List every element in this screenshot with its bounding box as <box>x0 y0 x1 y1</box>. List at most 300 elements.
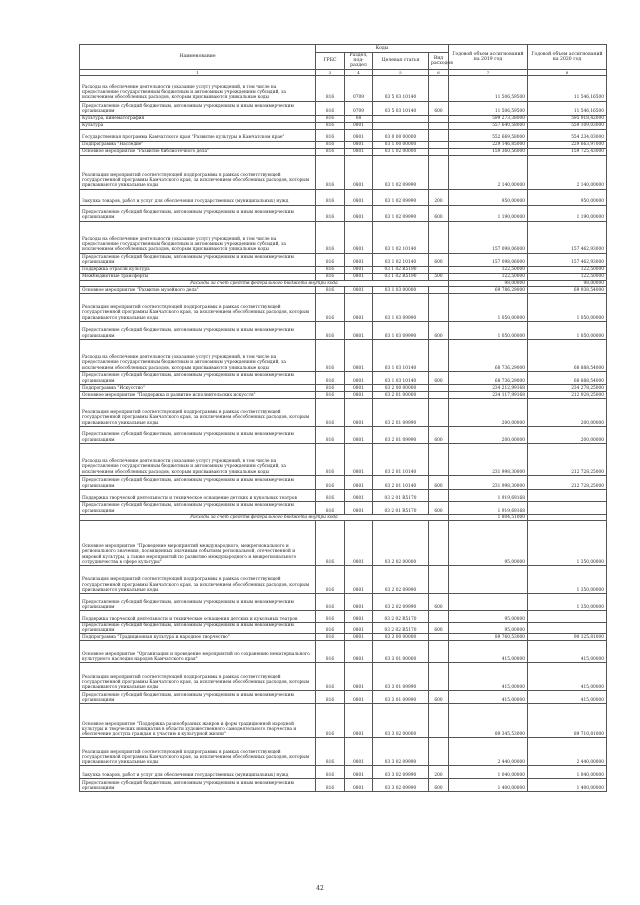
vid-code: 600 <box>429 594 449 611</box>
amount-2019: 1 050,00000 <box>449 321 528 339</box>
amount-2019: 157 098,06000 <box>449 221 528 253</box>
amount-2020: 1 040,00000 <box>528 766 607 779</box>
grbs-code: 816 <box>316 766 345 779</box>
amount-2019: 557 640,58000 <box>449 122 528 129</box>
grbs-code: 816 <box>316 141 345 148</box>
amount-2020 <box>528 623 607 634</box>
note-text: Расходы за счет средств федерального бюджета внутри кода <box>80 514 449 520</box>
table-row <box>80 122 607 129</box>
row-name: Закупка товаров, работ и услуг для обеспечения государственных (муниципальных) нужд <box>80 766 316 779</box>
vid-code <box>429 122 449 129</box>
razdel-code: 0801 <box>345 641 373 663</box>
table-row <box>80 266 607 273</box>
amount-2020: 90 125,81000 <box>528 634 607 641</box>
razdel-code: 0801 <box>345 339 373 371</box>
razdel-code: 0801 <box>345 779 373 792</box>
vid-code: 600 <box>429 779 449 792</box>
vid-code: 600 <box>429 426 449 443</box>
table-row <box>80 253 607 266</box>
amount-2020: 159 725,43000 <box>528 148 607 155</box>
vid-code <box>429 286 449 293</box>
table-row <box>80 623 607 634</box>
amount-2020: 415,00000 <box>528 641 607 663</box>
razdel-code: 0801 <box>345 129 373 141</box>
amount-2019: 415,00000 <box>449 663 528 691</box>
row-name: Расходы на обеспечение деятельности (оказание услуг) учреждений, в том числе на предоставление государственным бюджетным и автономным учреждениям субсидий, за исключением обособленных расходов, которым присваиваются уникальные коды <box>80 443 316 475</box>
amount-2019: 68 736,29000 <box>449 339 528 371</box>
amount-2020: 157 462,93000 <box>528 253 607 266</box>
amount-2020: 98,00000 <box>528 280 607 286</box>
vid-code: 200 <box>429 766 449 779</box>
table-row <box>80 634 607 641</box>
header-grbs: ГРБС <box>316 53 345 70</box>
razdel-code: 0801 <box>345 371 373 384</box>
amount-2020: 1 050,00000 <box>528 293 607 321</box>
razdel-code: 0801 <box>345 426 373 443</box>
target-code: 03 2 01 09990 <box>373 426 429 443</box>
table-row <box>80 501 607 514</box>
grbs-code: 816 <box>316 426 345 443</box>
vid-code: 600 <box>429 623 449 634</box>
amount-2019: 2 440,00000 <box>449 738 528 766</box>
razdel-code: 0801 <box>345 286 373 293</box>
razdel-code: 0801 <box>345 384 373 391</box>
table-row <box>80 641 607 663</box>
vid-code <box>429 738 449 766</box>
grbs-code: 816 <box>316 371 345 384</box>
razdel-code: 0801 <box>345 634 373 641</box>
target-code: 03 2 01 09990 <box>373 398 429 426</box>
target-code: 03 2 01 00000 <box>373 391 429 398</box>
amount-2019: 950,00000 <box>449 189 528 205</box>
table-row <box>80 443 607 475</box>
razdel-code: 0801 <box>345 398 373 426</box>
amount-2020: 200,00000 <box>528 426 607 443</box>
amount-2019: 95,00000 <box>449 623 528 634</box>
target-code: 03 3 02 00000 <box>373 704 429 738</box>
vid-code: 600 <box>429 253 449 266</box>
razdel-code: 0801 <box>345 221 373 253</box>
table-row <box>80 148 607 155</box>
row-name: Предоставление субсидий бюджетным, автономным учреждениям и иным некоммерческим организациям <box>80 623 316 634</box>
grbs-code: 816 <box>316 321 345 339</box>
table-row <box>80 221 607 253</box>
target-code <box>373 122 429 129</box>
amount-2020: 2 140,00000 <box>528 155 607 189</box>
amount-2019: 1 919,69168 <box>449 489 528 501</box>
target-code: 03 3 01 09990 <box>373 691 429 704</box>
grbs-code: 816 <box>316 339 345 371</box>
amount-2019: 95,00000 <box>449 521 528 566</box>
target-code: 03 2 01 10140 <box>373 475 429 489</box>
amount-2020: 554 234,03000 <box>528 129 607 141</box>
grbs-code: 816 <box>316 286 345 293</box>
amount-2019: 234 212,99168 <box>449 384 528 391</box>
amount-2019: 11 506,59500 <box>449 75 528 101</box>
target-code: 03 1 03 10140 <box>373 339 429 371</box>
target-code: 03 1 00 00000 <box>373 141 429 148</box>
amount-2020: 559 109,03000 <box>528 122 607 129</box>
table-row <box>80 566 607 594</box>
grbs-code: 816 <box>316 293 345 321</box>
grbs-code: 816 <box>316 115 345 122</box>
razdel-code: 0801 <box>345 738 373 766</box>
colnum: 7 <box>449 69 528 75</box>
vid-code: 600 <box>429 691 449 704</box>
table-row <box>80 384 607 391</box>
target-code: 03 1 02 10140 <box>373 253 429 266</box>
table-row <box>80 273 607 280</box>
row-name: Предоставление субсидий бюджетным, автономным учреждениям и иным некоммерческим организациям <box>80 371 316 384</box>
vid-code <box>429 398 449 426</box>
grbs-code: 816 <box>316 391 345 398</box>
razdel-code: 0801 <box>345 293 373 321</box>
grbs-code: 816 <box>316 691 345 704</box>
razdel-code: 0801 <box>345 266 373 273</box>
amount-2019: 552 669,58000 <box>449 129 528 141</box>
amount-2020 <box>528 501 607 514</box>
row-name: Основное мероприятие "Поддержка и развитие исполнительских искусств" <box>80 391 316 398</box>
grbs-code: 816 <box>316 266 345 273</box>
amount-2020 <box>528 611 607 623</box>
row-name: Основное мероприятие "Развитие музейного дела" <box>80 286 316 293</box>
row-name: Реализация мероприятий соответствующей подпрограммы в рамках соответствующей государственной программы Камчатского края, за исключением обособленных расходов, которым присваиваются уникальные коды <box>80 663 316 691</box>
colnum: 6 <box>429 69 449 75</box>
amount-2020: 11 546,16500 <box>528 75 607 101</box>
target-code: 03 0 00 00000 <box>373 129 429 141</box>
amount-2019 <box>449 566 528 594</box>
amount-2019: 122,50000 <box>449 273 528 280</box>
razdel-code: 0801 <box>345 766 373 779</box>
grbs-code: 816 <box>316 253 345 266</box>
table-row <box>80 371 607 384</box>
table-row <box>80 339 607 371</box>
row-name: Основное мероприятие "Проведение мероприятий международного, межрегионального и регионального значения, посвященных значимым событиям региональной, отечественной и мировой культуры, а также мероприятий по развитию международного и межрегионального сотрудничества в сфере культуры" <box>80 521 316 566</box>
table-row <box>80 75 607 101</box>
amount-2020: 157 462,93000 <box>528 221 607 253</box>
vid-code <box>429 293 449 321</box>
grbs-code: 816 <box>316 101 345 115</box>
amount-2019: 89 345,53000 <box>449 704 528 738</box>
table-row <box>80 611 607 623</box>
razdel-code: 0801 <box>345 704 373 738</box>
row-name: Предоставление субсидий бюджетным, автономным учреждениям и иным некоммерческим организациям <box>80 426 316 443</box>
razdel-code: 0801 <box>345 611 373 623</box>
target-code: 03 2 01 R5170 <box>373 501 429 514</box>
table-row <box>80 141 607 148</box>
table-row <box>80 766 607 779</box>
amount-2020: 122,50000 <box>528 266 607 273</box>
razdel-code: 0801 <box>345 501 373 514</box>
target-code: 03 1 02 09990 <box>373 155 429 189</box>
amount-2020 <box>528 489 607 501</box>
grbs-code: 816 <box>316 779 345 792</box>
row-name: Реализация мероприятий соответствующей подпрограммы в рамках соответствующей государственной программы Камчатского края, за исключением обособленных расходов, которым присваиваются уникальные коды <box>80 293 316 321</box>
amount-2019: 98,00000 <box>449 280 528 286</box>
vid-code <box>429 443 449 475</box>
row-name: Предоставление субсидий бюджетным, автономным учреждениям и иным некоммерческим организациям <box>80 253 316 266</box>
razdel-code: 08 <box>345 115 373 122</box>
vid-code: 200 <box>429 189 449 205</box>
amount-2020: 1 190,00000 <box>528 205 607 221</box>
row-name: Поддержка отрасли культура <box>80 266 316 273</box>
amount-2019: 415,00000 <box>449 691 528 704</box>
grbs-code: 816 <box>316 704 345 738</box>
vid-code: 600 <box>429 321 449 339</box>
budget-table <box>79 44 607 792</box>
header-codes: Коды <box>316 45 449 53</box>
table-row <box>80 189 607 205</box>
razdel-code: 0801 <box>345 122 373 129</box>
header-sum-2019: Годовой объем ассигнований на 2019 год <box>449 45 528 70</box>
amount-2020: 68 888,54000 <box>528 371 607 384</box>
row-name: Реализация мероприятий соответствующей подпрограммы в рамках соответствующей государственной программы Камчатского края, за исключением обособленных расходов, которым присваиваются уникальные коды <box>80 566 316 594</box>
amount-2019: 599 273,38000 <box>449 115 528 122</box>
target-code: 03 2 02 09990 <box>373 594 429 611</box>
header-razdel: Раздел, под-раздел <box>345 53 373 70</box>
table-row <box>80 293 607 321</box>
grbs-code: 816 <box>316 189 345 205</box>
table-row <box>80 704 607 738</box>
row-name: Расходы на обеспечение деятельности (оказание услуг) учреждений, в том числе на предоставление государственным бюджетным и автономным учреждениям субсидий, за исключением обособленных расходов, которым присваиваются уникальные коды <box>80 75 316 101</box>
amount-2019: 415,00000 <box>449 641 528 663</box>
grbs-code: 816 <box>316 221 345 253</box>
vid-code <box>429 75 449 101</box>
vid-code: 600 <box>429 501 449 514</box>
target-code: 03 1 02 R5190 <box>373 266 429 273</box>
table-row <box>80 129 607 141</box>
row-name: Подпрограмма "Наследие" <box>80 141 316 148</box>
amount-2019: 1 050,00000 <box>449 293 528 321</box>
vid-code <box>429 566 449 594</box>
razdel-code: 0801 <box>345 691 373 704</box>
target-code: 03 3 01 09990 <box>373 663 429 691</box>
razdel-code: 0801 <box>345 594 373 611</box>
vid-code: 600 <box>429 101 449 115</box>
amount-2019: 200,00000 <box>449 398 528 426</box>
row-name: Поддержка творческой деятельности и техническое оснащение детских и кукольных театров <box>80 489 316 501</box>
razdel-code: 0801 <box>345 141 373 148</box>
vid-code <box>429 663 449 691</box>
razdel-code: 0801 <box>345 566 373 594</box>
table-row <box>80 691 607 704</box>
amount-2019: 1 400,00000 <box>449 779 528 792</box>
colnum: 3 <box>316 69 345 75</box>
amount-2020: 950,00000 <box>528 189 607 205</box>
target-code: 03 2 02 00000 <box>373 521 429 566</box>
target-code: 03 1 02 R5190 <box>373 273 429 280</box>
target-code: 03 2 01 10140 <box>373 443 429 475</box>
row-name: Основное мероприятие "Развитие библиотечного дела" <box>80 148 316 155</box>
colnum: 8 <box>528 69 607 75</box>
amount-2020: 212 928,25000 <box>528 391 607 398</box>
grbs-code: 816 <box>316 641 345 663</box>
table-row <box>80 738 607 766</box>
row-name: Предоставление субсидий бюджетным, автономным учреждениям и иным некоммерческим организациям <box>80 205 316 221</box>
vid-code <box>429 634 449 641</box>
table-row <box>80 101 607 115</box>
amount-2020: 11 546,16500 <box>528 101 607 115</box>
page-number: 42 <box>316 885 324 892</box>
target-code: 03 1 03 00000 <box>373 286 429 293</box>
grbs-code: 816 <box>316 384 345 391</box>
row-name: Реализация мероприятий соответствующей подпрограммы в рамках соответствующей государственной программы Камчатского края, за исключением обособленных расходов, которым присваиваются уникальные коды <box>80 738 316 766</box>
target-code: 03 2 02 R5170 <box>373 623 429 634</box>
vid-code <box>429 148 449 155</box>
grbs-code: 816 <box>316 623 345 634</box>
target-code: 03 3 02 09990 <box>373 766 429 779</box>
colnum: 1 <box>80 69 316 75</box>
amount-2019: 69 786,29000 <box>449 286 528 293</box>
row-name: Государственная программа Камчатского края "Развитие культуры в Камчатском крае" <box>80 129 316 141</box>
razdel-code: 0801 <box>345 663 373 691</box>
grbs-code: 816 <box>316 148 345 155</box>
razdel-code: 0801 <box>345 475 373 489</box>
target-code: 03 2 00 00000 <box>373 384 429 391</box>
grbs-code: 816 <box>316 521 345 566</box>
target-code: 03 1 02 10140 <box>373 221 429 253</box>
vid-code <box>429 115 449 122</box>
amount-2019: 11 506,59500 <box>449 101 528 115</box>
amount-2020: 415,00000 <box>528 691 607 704</box>
row-name: Предоставление субсидий бюджетным, автономным учреждениям и иным некоммерческим организациям <box>80 101 316 115</box>
razdel-code: 0801 <box>345 148 373 155</box>
target-code: 03 5 03 10140 <box>373 101 429 115</box>
target-code: 03 5 03 10140 <box>373 75 429 101</box>
razdel-code: 0801 <box>345 443 373 475</box>
amount-2019 <box>449 594 528 611</box>
target-code <box>373 115 429 122</box>
target-code: 03 1 02 09990 <box>373 189 429 205</box>
amount-2020: 1 350,00000 <box>528 566 607 594</box>
vid-code <box>429 611 449 623</box>
grbs-code: 816 <box>316 663 345 691</box>
target-code: 03 3 02 09990 <box>373 738 429 766</box>
note-text: Расходы за счет средств федерального бюджета внутри кода <box>80 280 449 286</box>
amount-2020: 200,00000 <box>528 398 607 426</box>
grbs-code: 816 <box>316 129 345 141</box>
razdel-code: 0801 <box>345 253 373 266</box>
target-code: 03 2 02 R5170 <box>373 611 429 623</box>
razdel-code: 0801 <box>345 273 373 280</box>
grbs-code: 816 <box>316 155 345 189</box>
amount-2020: 89 710,81000 <box>528 704 607 738</box>
table-row <box>80 779 607 792</box>
razdel-code: 0801 <box>345 623 373 634</box>
row-name: Предоставление субсидий бюджетным, автономным учреждениям и иным некоммерческим организациям <box>80 779 316 792</box>
table-row <box>80 321 607 339</box>
target-code: 03 1 03 10140 <box>373 371 429 384</box>
amount-2020: 595 918,42000 <box>528 115 607 122</box>
row-name: Реализация мероприятий соответствующей подпрограммы в рамках соответствующей государственной программы Камчатского края, за исключением обособленных расходов, которым присваиваются уникальные коды <box>80 155 316 189</box>
vid-code <box>429 384 449 391</box>
grbs-code: 816 <box>316 273 345 280</box>
grbs-code: 816 <box>316 501 345 514</box>
amount-2019: 122,50000 <box>449 266 528 273</box>
row-name: Предоставление субсидий бюджетным, автономным учреждениям и иным некоммерческим организациям <box>80 321 316 339</box>
razdel-code: 0709 <box>345 75 373 101</box>
table-row <box>80 155 607 189</box>
razdel-code: 0801 <box>345 489 373 501</box>
header-vid: Вид расходов <box>429 53 449 70</box>
row-name: Реализация мероприятий соответствующей подпрограммы в рамках соответствующей государственной программы Камчатского края, за исключением обособленных расходов, которым присваиваются уникальные коды <box>80 398 316 426</box>
grbs-code: 816 <box>316 398 345 426</box>
row-name: Поддержка творческой деятельности и технические оснащения детских и кукольных театров <box>80 611 316 623</box>
vid-code <box>429 155 449 189</box>
amount-2020: 212 728,25000 <box>528 475 607 489</box>
amount-2020: 2 440,00000 <box>528 738 607 766</box>
row-name: Расходы на обеспечение деятельности (оказание услуг) учреждений, в том числе на предоставление государственным бюджетным и автономным учреждениям субсидий, за исключением обособленных расходов, которым присваиваются уникальные коды <box>80 221 316 253</box>
amount-2020: 212 728,25000 <box>528 443 607 475</box>
amount-2020: 229 663,97000 <box>528 141 607 148</box>
amount-2019: 229 146,85000 <box>449 141 528 148</box>
table-row <box>80 286 607 293</box>
amount-2019: 1 919,69168 <box>449 501 528 514</box>
vid-code <box>429 521 449 566</box>
amount-2019: 231 998,30000 <box>449 443 528 475</box>
grbs-code: 816 <box>316 205 345 221</box>
grbs-code: 816 <box>316 75 345 101</box>
header-target: Целевая статья <box>373 53 429 70</box>
row-name: Основное мероприятие "Поддержка разнообразных жанров и форм традиционной народной культуры и творческих инициатив в области художественного самодеятельного творчества и обеспечение доступа граждан к участию в культурной жизни" <box>80 704 316 738</box>
vid-code <box>429 129 449 141</box>
vid-code <box>429 704 449 738</box>
amount-2020: 69 938,54000 <box>528 286 607 293</box>
row-name: Подпрограмма "Традиционная культура и народное творчество" <box>80 634 316 641</box>
grbs-code: 816 <box>316 489 345 501</box>
amount-2020: 1 350,00000 <box>528 521 607 566</box>
vid-code <box>429 489 449 501</box>
grbs-code: 816 <box>316 611 345 623</box>
razdel-code: 0801 <box>345 205 373 221</box>
razdel-code: 0801 <box>345 155 373 189</box>
target-code: 03 3 01 00000 <box>373 641 429 663</box>
amount-2020: 122,50000 <box>528 273 607 280</box>
target-code: 03 3 02 09990 <box>373 779 429 792</box>
grbs-code: 816 <box>316 475 345 489</box>
row-name: Расходы на обеспечение деятельности (оказание услуг) учреждений, в том числе на предоставление государственным бюджетным и автономным учреждениям субсидий, за исключением обособленных расходов, которым присваиваются уникальные коды <box>80 339 316 371</box>
target-code: 03 1 02 00000 <box>373 148 429 155</box>
row-name: Закупка товаров, работ и услуг для обеспечения государственных (муниципальных) нужд <box>80 189 316 205</box>
amount-2020: 1 050,00000 <box>528 321 607 339</box>
amount-2019: 200,00000 <box>449 426 528 443</box>
row-name: Подпрограмма "Искусство" <box>80 384 316 391</box>
razdel-code: 0801 <box>345 321 373 339</box>
row-name: Межбюджетные трансферты <box>80 273 316 280</box>
row-name: Предоставление субсидий бюджетным, автономным учреждениям и иным некоммерческим организациям <box>80 475 316 489</box>
grbs-code: 816 <box>316 566 345 594</box>
vid-code: 600 <box>429 475 449 489</box>
amount-2020: 415,00000 <box>528 663 607 691</box>
amount-2020: 1 400,00000 <box>528 779 607 792</box>
grbs-code: 816 <box>316 738 345 766</box>
target-code: 03 1 03 09990 <box>373 293 429 321</box>
table-row <box>80 205 607 221</box>
target-code: 03 2 02 09990 <box>373 566 429 594</box>
table-row <box>80 594 607 611</box>
amount-2019: 95,00000 <box>449 611 528 623</box>
vid-code <box>429 141 449 148</box>
table-row <box>80 521 607 566</box>
table-body <box>80 75 607 792</box>
amount-2019: 89 760,53000 <box>449 634 528 641</box>
vid-code <box>429 641 449 663</box>
amount-2020: 234 278,25000 <box>528 384 607 391</box>
target-code: 03 3 00 00000 <box>373 634 429 641</box>
grbs-code: 816 <box>316 634 345 641</box>
row-name: Культура, кинематография <box>80 115 316 122</box>
table-row <box>80 475 607 489</box>
